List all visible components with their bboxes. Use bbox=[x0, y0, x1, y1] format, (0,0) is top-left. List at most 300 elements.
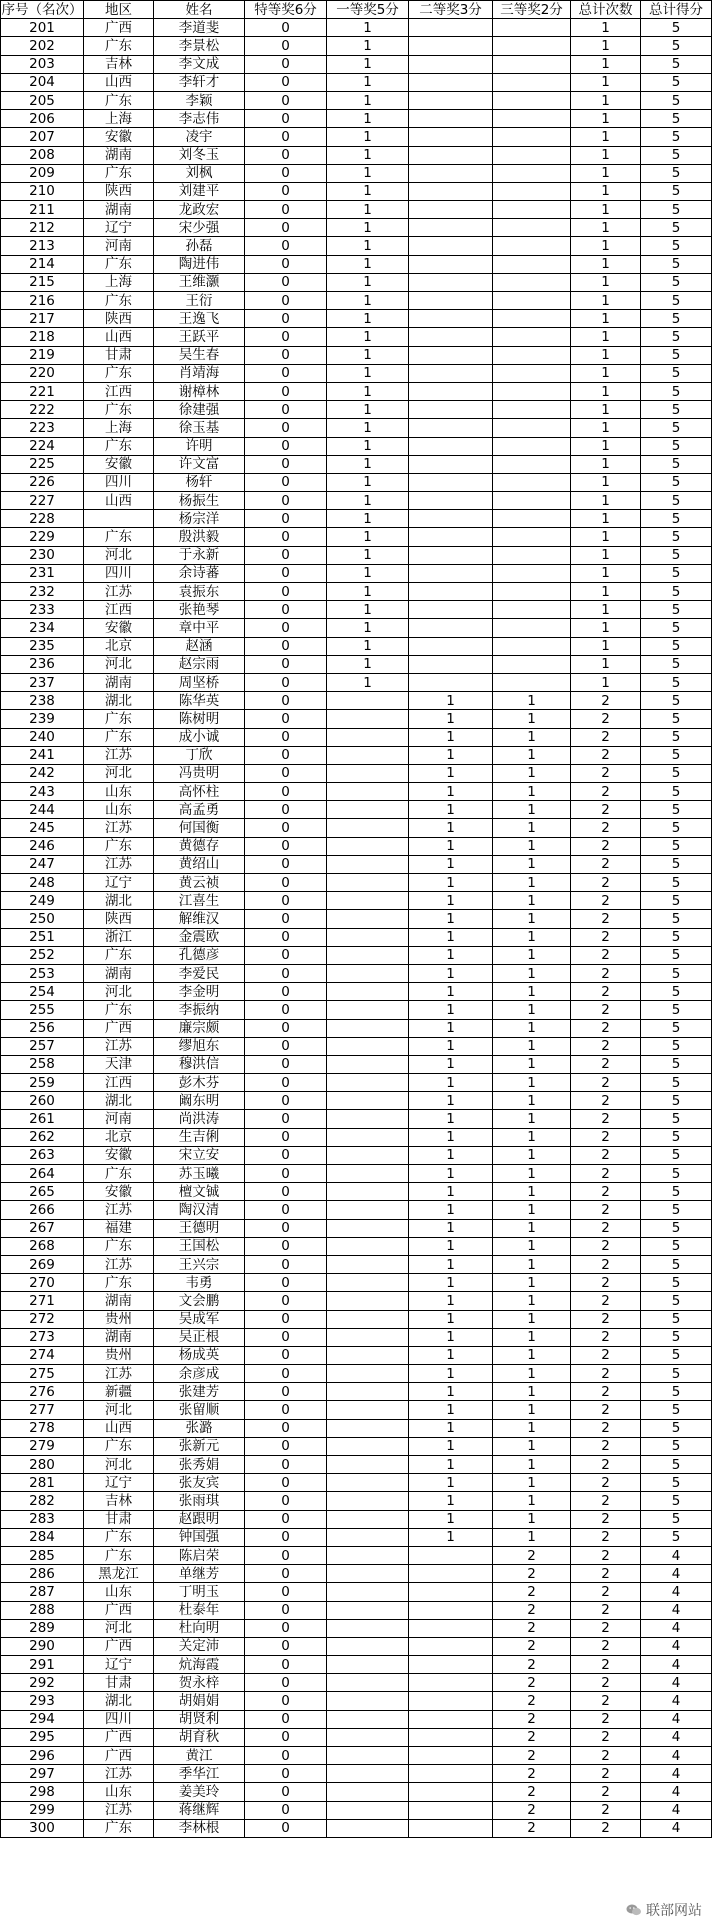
third-prize-cell: 1 bbox=[493, 964, 571, 982]
region-cell: 四川 bbox=[84, 473, 154, 491]
table-row bbox=[1, 55, 712, 73]
second-prize-cell bbox=[409, 528, 493, 546]
region-cell: 上海 bbox=[84, 273, 154, 291]
third-prize-cell bbox=[493, 401, 571, 419]
name-cell: 杜向明 bbox=[154, 1619, 245, 1637]
table-row bbox=[1, 1019, 712, 1037]
special-prize-cell: 0 bbox=[245, 1528, 327, 1546]
rank-cell: 245 bbox=[1, 819, 84, 837]
name-cell: 吴生春 bbox=[154, 346, 245, 364]
second-prize-cell bbox=[409, 583, 493, 601]
name-cell: 李颖 bbox=[154, 91, 245, 109]
special-prize-cell: 0 bbox=[245, 619, 327, 637]
second-prize-cell bbox=[409, 437, 493, 455]
third-prize-cell: 1 bbox=[493, 1292, 571, 1310]
table-row bbox=[1, 1383, 712, 1401]
name-cell: 季华江 bbox=[154, 1765, 245, 1783]
region-cell: 辽宁 bbox=[84, 1474, 154, 1492]
region-cell: 江苏 bbox=[84, 1037, 154, 1055]
rank-cell: 223 bbox=[1, 419, 84, 437]
rank-cell: 268 bbox=[1, 1237, 84, 1255]
second-prize-cell bbox=[409, 492, 493, 510]
rank-cell: 216 bbox=[1, 292, 84, 310]
special-prize-cell: 0 bbox=[245, 1255, 327, 1273]
total-count-cell: 2 bbox=[571, 1546, 641, 1564]
total-count-cell: 1 bbox=[571, 237, 641, 255]
region-cell: 广东 bbox=[84, 1274, 154, 1292]
table-row bbox=[1, 1637, 712, 1655]
total-count-cell: 2 bbox=[571, 1419, 641, 1437]
total-score-cell: 5 bbox=[641, 1219, 712, 1237]
third-prize-cell: 1 bbox=[493, 1219, 571, 1237]
region-cell: 天津 bbox=[84, 1055, 154, 1073]
special-prize-cell: 0 bbox=[245, 91, 327, 109]
region-cell: 河北 bbox=[84, 1619, 154, 1637]
total-count-cell: 2 bbox=[571, 692, 641, 710]
total-count-cell: 1 bbox=[571, 564, 641, 582]
total-score-cell: 5 bbox=[641, 1183, 712, 1201]
third-prize-cell bbox=[493, 201, 571, 219]
name-cell: 刘建平 bbox=[154, 182, 245, 200]
rank-cell: 228 bbox=[1, 510, 84, 528]
third-prize-cell: 1 bbox=[493, 855, 571, 873]
region-cell: 陕西 bbox=[84, 310, 154, 328]
second-prize-cell: 1 bbox=[409, 1419, 493, 1437]
name-cell: 金震欧 bbox=[154, 928, 245, 946]
third-prize-cell: 1 bbox=[493, 819, 571, 837]
third-prize-cell: 1 bbox=[493, 801, 571, 819]
total-score-cell: 5 bbox=[641, 346, 712, 364]
third-prize-cell: 1 bbox=[493, 1346, 571, 1364]
second-prize-cell bbox=[409, 1747, 493, 1765]
region-cell: 江苏 bbox=[84, 1255, 154, 1273]
table-row bbox=[1, 1255, 712, 1273]
third-prize-cell: 1 bbox=[493, 692, 571, 710]
rank-cell: 282 bbox=[1, 1492, 84, 1510]
special-prize-cell: 0 bbox=[245, 1110, 327, 1128]
first-prize-cell bbox=[327, 1510, 409, 1528]
first-prize-cell: 1 bbox=[327, 110, 409, 128]
name-cell: 黄云祯 bbox=[154, 874, 245, 892]
name-cell: 张留顺 bbox=[154, 1401, 245, 1419]
table-row bbox=[1, 328, 712, 346]
third-prize-cell bbox=[493, 91, 571, 109]
total-count-cell: 2 bbox=[571, 746, 641, 764]
region-cell: 河北 bbox=[84, 1456, 154, 1474]
total-score-cell: 5 bbox=[641, 1237, 712, 1255]
first-prize-cell bbox=[327, 692, 409, 710]
table-row bbox=[1, 1274, 712, 1292]
first-prize-cell bbox=[327, 1237, 409, 1255]
total-count-cell: 2 bbox=[571, 1583, 641, 1601]
region-cell: 新疆 bbox=[84, 1383, 154, 1401]
total-score-cell: 5 bbox=[641, 892, 712, 910]
second-prize-cell bbox=[409, 292, 493, 310]
first-prize-cell bbox=[327, 1692, 409, 1710]
total-count-cell: 2 bbox=[571, 1783, 641, 1801]
total-count-cell: 2 bbox=[571, 1055, 641, 1073]
special-prize-cell: 0 bbox=[245, 201, 327, 219]
total-count-cell: 2 bbox=[571, 1383, 641, 1401]
rank-cell: 256 bbox=[1, 1019, 84, 1037]
first-prize-cell bbox=[327, 1456, 409, 1474]
name-cell: 陶汉清 bbox=[154, 1201, 245, 1219]
first-prize-cell: 1 bbox=[327, 583, 409, 601]
special-prize-cell: 0 bbox=[245, 1546, 327, 1564]
third-prize-cell bbox=[493, 37, 571, 55]
region-cell: 湖北 bbox=[84, 892, 154, 910]
second-prize-cell: 1 bbox=[409, 1237, 493, 1255]
special-prize-cell: 0 bbox=[245, 1055, 327, 1073]
second-prize-cell: 1 bbox=[409, 1183, 493, 1201]
special-prize-cell: 0 bbox=[245, 164, 327, 182]
first-prize-cell: 1 bbox=[327, 37, 409, 55]
name-cell: 吴正根 bbox=[154, 1328, 245, 1346]
special-prize-cell: 0 bbox=[245, 401, 327, 419]
total-score-cell: 4 bbox=[641, 1819, 712, 1837]
second-prize-cell bbox=[409, 237, 493, 255]
name-cell: 章中平 bbox=[154, 619, 245, 637]
total-score-cell: 5 bbox=[641, 1346, 712, 1364]
rank-cell: 222 bbox=[1, 401, 84, 419]
name-cell: 袁振东 bbox=[154, 583, 245, 601]
name-cell: 周坚桥 bbox=[154, 673, 245, 691]
region-cell: 甘肃 bbox=[84, 1510, 154, 1528]
name-cell: 钟国强 bbox=[154, 1528, 245, 1546]
region-cell: 江苏 bbox=[84, 583, 154, 601]
table-row bbox=[1, 964, 712, 982]
second-prize-cell bbox=[409, 55, 493, 73]
name-cell: 黄江 bbox=[154, 1747, 245, 1765]
col-header-third-prize: 三等奖2分 bbox=[493, 1, 571, 19]
total-score-cell: 5 bbox=[641, 1146, 712, 1164]
rank-cell: 269 bbox=[1, 1255, 84, 1273]
total-count-cell: 2 bbox=[571, 1510, 641, 1528]
table-row bbox=[1, 1128, 712, 1146]
first-prize-cell: 1 bbox=[327, 164, 409, 182]
second-prize-cell bbox=[409, 673, 493, 691]
region-cell: 广东 bbox=[84, 1528, 154, 1546]
special-prize-cell: 0 bbox=[245, 1510, 327, 1528]
first-prize-cell: 1 bbox=[327, 473, 409, 491]
name-cell: 许文富 bbox=[154, 455, 245, 473]
first-prize-cell bbox=[327, 1001, 409, 1019]
total-count-cell: 1 bbox=[571, 528, 641, 546]
first-prize-cell bbox=[327, 1528, 409, 1546]
total-score-cell: 4 bbox=[641, 1674, 712, 1692]
second-prize-cell bbox=[409, 346, 493, 364]
region-cell: 广东 bbox=[84, 37, 154, 55]
total-score-cell: 5 bbox=[641, 964, 712, 982]
total-score-cell: 5 bbox=[641, 546, 712, 564]
second-prize-cell bbox=[409, 164, 493, 182]
special-prize-cell: 0 bbox=[245, 1819, 327, 1837]
second-prize-cell: 1 bbox=[409, 728, 493, 746]
name-cell: 李志伟 bbox=[154, 110, 245, 128]
rank-cell: 275 bbox=[1, 1365, 84, 1383]
name-cell: 张秀娟 bbox=[154, 1456, 245, 1474]
name-cell: 刘冬玉 bbox=[154, 146, 245, 164]
second-prize-cell: 1 bbox=[409, 1092, 493, 1110]
third-prize-cell: 1 bbox=[493, 928, 571, 946]
col-header-name: 姓名 bbox=[154, 1, 245, 19]
name-cell: 李爱民 bbox=[154, 964, 245, 982]
third-prize-cell: 1 bbox=[493, 710, 571, 728]
special-prize-cell: 0 bbox=[245, 1074, 327, 1092]
region-cell: 江西 bbox=[84, 1074, 154, 1092]
third-prize-cell bbox=[493, 73, 571, 91]
third-prize-cell: 1 bbox=[493, 1310, 571, 1328]
total-count-cell: 2 bbox=[571, 1255, 641, 1273]
total-score-cell: 5 bbox=[641, 1055, 712, 1073]
total-score-cell: 5 bbox=[641, 783, 712, 801]
total-score-cell: 5 bbox=[641, 910, 712, 928]
total-count-cell: 2 bbox=[571, 1728, 641, 1746]
table-row bbox=[1, 1546, 712, 1564]
special-prize-cell: 0 bbox=[245, 728, 327, 746]
name-cell: 余彦成 bbox=[154, 1365, 245, 1383]
table-row bbox=[1, 546, 712, 564]
second-prize-cell bbox=[409, 1783, 493, 1801]
special-prize-cell: 0 bbox=[245, 1201, 327, 1219]
first-prize-cell bbox=[327, 837, 409, 855]
third-prize-cell bbox=[493, 310, 571, 328]
table-row bbox=[1, 91, 712, 109]
first-prize-cell: 1 bbox=[327, 510, 409, 528]
third-prize-cell: 2 bbox=[493, 1692, 571, 1710]
first-prize-cell: 1 bbox=[327, 455, 409, 473]
table-row bbox=[1, 1619, 712, 1637]
special-prize-cell: 0 bbox=[245, 328, 327, 346]
special-prize-cell: 0 bbox=[245, 1747, 327, 1765]
name-cell: 李道斐 bbox=[154, 19, 245, 37]
total-count-cell: 1 bbox=[571, 128, 641, 146]
region-cell: 安徽 bbox=[84, 619, 154, 637]
region-cell: 河北 bbox=[84, 655, 154, 673]
total-count-cell: 1 bbox=[571, 37, 641, 55]
region-cell: 广东 bbox=[84, 946, 154, 964]
third-prize-cell: 2 bbox=[493, 1747, 571, 1765]
total-score-cell: 4 bbox=[641, 1783, 712, 1801]
total-count-cell: 2 bbox=[571, 1110, 641, 1128]
region-cell: 上海 bbox=[84, 110, 154, 128]
special-prize-cell: 0 bbox=[245, 273, 327, 291]
first-prize-cell: 1 bbox=[327, 437, 409, 455]
name-cell: 孙磊 bbox=[154, 237, 245, 255]
name-cell: 赵涵 bbox=[154, 637, 245, 655]
name-cell: 解维汉 bbox=[154, 910, 245, 928]
name-cell: 宋少强 bbox=[154, 219, 245, 237]
special-prize-cell: 0 bbox=[245, 764, 327, 782]
region-cell: 江苏 bbox=[84, 1801, 154, 1819]
table-row bbox=[1, 19, 712, 37]
special-prize-cell: 0 bbox=[245, 783, 327, 801]
total-count-cell: 2 bbox=[571, 910, 641, 928]
first-prize-cell bbox=[327, 874, 409, 892]
rank-cell: 266 bbox=[1, 1201, 84, 1219]
table-row bbox=[1, 419, 712, 437]
total-score-cell: 5 bbox=[641, 255, 712, 273]
table-row bbox=[1, 1801, 712, 1819]
special-prize-cell: 0 bbox=[245, 455, 327, 473]
special-prize-cell: 0 bbox=[245, 1801, 327, 1819]
col-header-second-prize: 二等奖3分 bbox=[409, 1, 493, 19]
rank-cell: 209 bbox=[1, 164, 84, 182]
wechat-icon bbox=[626, 1903, 642, 1917]
name-cell: 丁明玉 bbox=[154, 1583, 245, 1601]
total-score-cell: 5 bbox=[641, 710, 712, 728]
third-prize-cell: 2 bbox=[493, 1819, 571, 1837]
second-prize-cell bbox=[409, 1637, 493, 1655]
total-count-cell: 2 bbox=[571, 1456, 641, 1474]
total-score-cell: 5 bbox=[641, 1456, 712, 1474]
third-prize-cell bbox=[493, 219, 571, 237]
total-count-cell: 2 bbox=[571, 1710, 641, 1728]
first-prize-cell bbox=[327, 1546, 409, 1564]
third-prize-cell: 2 bbox=[493, 1546, 571, 1564]
total-score-cell: 5 bbox=[641, 801, 712, 819]
table-row bbox=[1, 1583, 712, 1601]
region-cell: 湖北 bbox=[84, 692, 154, 710]
special-prize-cell: 0 bbox=[245, 710, 327, 728]
third-prize-cell: 1 bbox=[493, 1365, 571, 1383]
name-cell: 檀文铖 bbox=[154, 1183, 245, 1201]
special-prize-cell: 0 bbox=[245, 73, 327, 91]
special-prize-cell: 0 bbox=[245, 637, 327, 655]
table-row bbox=[1, 1692, 712, 1710]
total-score-cell: 5 bbox=[641, 1365, 712, 1383]
table-row bbox=[1, 146, 712, 164]
rank-cell: 295 bbox=[1, 1728, 84, 1746]
total-score-cell: 5 bbox=[641, 1528, 712, 1546]
total-count-cell: 1 bbox=[571, 164, 641, 182]
region-cell: 湖北 bbox=[84, 1092, 154, 1110]
table-row bbox=[1, 182, 712, 200]
name-cell: 高孟勇 bbox=[154, 801, 245, 819]
table-row bbox=[1, 710, 712, 728]
name-cell: 杜泰年 bbox=[154, 1601, 245, 1619]
second-prize-cell bbox=[409, 73, 493, 91]
total-count-cell: 2 bbox=[571, 1474, 641, 1492]
special-prize-cell: 0 bbox=[245, 746, 327, 764]
third-prize-cell: 1 bbox=[493, 1146, 571, 1164]
second-prize-cell: 1 bbox=[409, 1346, 493, 1364]
rank-cell: 230 bbox=[1, 546, 84, 564]
first-prize-cell bbox=[327, 801, 409, 819]
total-score-cell: 5 bbox=[641, 364, 712, 382]
first-prize-cell: 1 bbox=[327, 73, 409, 91]
third-prize-cell bbox=[493, 546, 571, 564]
watermark bbox=[622, 1899, 706, 1921]
name-cell: 冯贵明 bbox=[154, 764, 245, 782]
special-prize-cell: 0 bbox=[245, 837, 327, 855]
rank-cell: 218 bbox=[1, 328, 84, 346]
first-prize-cell bbox=[327, 1274, 409, 1292]
total-score-cell: 5 bbox=[641, 946, 712, 964]
second-prize-cell bbox=[409, 510, 493, 528]
total-score-cell: 5 bbox=[641, 455, 712, 473]
region-cell: 广西 bbox=[84, 19, 154, 37]
table-row bbox=[1, 1601, 712, 1619]
table-row bbox=[1, 655, 712, 673]
first-prize-cell bbox=[327, 855, 409, 873]
table-row bbox=[1, 1747, 712, 1765]
first-prize-cell: 1 bbox=[327, 419, 409, 437]
rank-cell: 219 bbox=[1, 346, 84, 364]
special-prize-cell: 0 bbox=[245, 1474, 327, 1492]
special-prize-cell: 0 bbox=[245, 1346, 327, 1364]
total-score-cell: 4 bbox=[641, 1765, 712, 1783]
first-prize-cell: 1 bbox=[327, 546, 409, 564]
third-prize-cell bbox=[493, 182, 571, 200]
name-cell: 李景松 bbox=[154, 37, 245, 55]
name-cell: 黄绍山 bbox=[154, 855, 245, 873]
table-row bbox=[1, 874, 712, 892]
total-count-cell: 2 bbox=[571, 1128, 641, 1146]
first-prize-cell: 1 bbox=[327, 237, 409, 255]
first-prize-cell bbox=[327, 1401, 409, 1419]
third-prize-cell bbox=[493, 164, 571, 182]
third-prize-cell bbox=[493, 110, 571, 128]
region-cell: 广东 bbox=[84, 91, 154, 109]
special-prize-cell: 0 bbox=[245, 1037, 327, 1055]
total-score-cell: 5 bbox=[641, 164, 712, 182]
third-prize-cell: 1 bbox=[493, 1128, 571, 1146]
third-prize-cell: 1 bbox=[493, 1183, 571, 1201]
rank-cell: 299 bbox=[1, 1801, 84, 1819]
col-header-first-prize: 一等奖5分 bbox=[327, 1, 409, 19]
special-prize-cell: 0 bbox=[245, 583, 327, 601]
region-cell: 江苏 bbox=[84, 746, 154, 764]
total-count-cell: 2 bbox=[571, 1674, 641, 1692]
region-cell: 北京 bbox=[84, 637, 154, 655]
region-cell: 江西 bbox=[84, 601, 154, 619]
region-cell: 广西 bbox=[84, 1019, 154, 1037]
total-count-cell: 2 bbox=[571, 855, 641, 873]
total-count-cell: 2 bbox=[571, 1437, 641, 1455]
name-cell: 贺永梓 bbox=[154, 1674, 245, 1692]
table-row bbox=[1, 73, 712, 91]
total-count-cell: 1 bbox=[571, 546, 641, 564]
total-count-cell: 1 bbox=[571, 328, 641, 346]
third-prize-cell: 1 bbox=[493, 1110, 571, 1128]
first-prize-cell bbox=[327, 1474, 409, 1492]
name-cell: 尚洪涛 bbox=[154, 1110, 245, 1128]
total-score-cell: 5 bbox=[641, 564, 712, 582]
rank-cell: 270 bbox=[1, 1274, 84, 1292]
rank-cell: 292 bbox=[1, 1674, 84, 1692]
total-score-cell: 5 bbox=[641, 583, 712, 601]
second-prize-cell bbox=[409, 128, 493, 146]
total-count-cell: 1 bbox=[571, 91, 641, 109]
first-prize-cell bbox=[327, 1801, 409, 1819]
second-prize-cell bbox=[409, 1601, 493, 1619]
special-prize-cell: 0 bbox=[245, 1128, 327, 1146]
name-cell: 龙政宏 bbox=[154, 201, 245, 219]
region-cell: 江苏 bbox=[84, 1201, 154, 1219]
total-count-cell: 2 bbox=[571, 1092, 641, 1110]
region-cell: 广东 bbox=[84, 437, 154, 455]
name-cell: 谢樟林 bbox=[154, 382, 245, 400]
table-row bbox=[1, 1037, 712, 1055]
region-cell: 河北 bbox=[84, 1401, 154, 1419]
total-score-cell: 4 bbox=[641, 1565, 712, 1583]
region-cell: 湖南 bbox=[84, 964, 154, 982]
third-prize-cell bbox=[493, 583, 571, 601]
second-prize-cell: 1 bbox=[409, 1110, 493, 1128]
first-prize-cell: 1 bbox=[327, 146, 409, 164]
region-cell: 江西 bbox=[84, 382, 154, 400]
